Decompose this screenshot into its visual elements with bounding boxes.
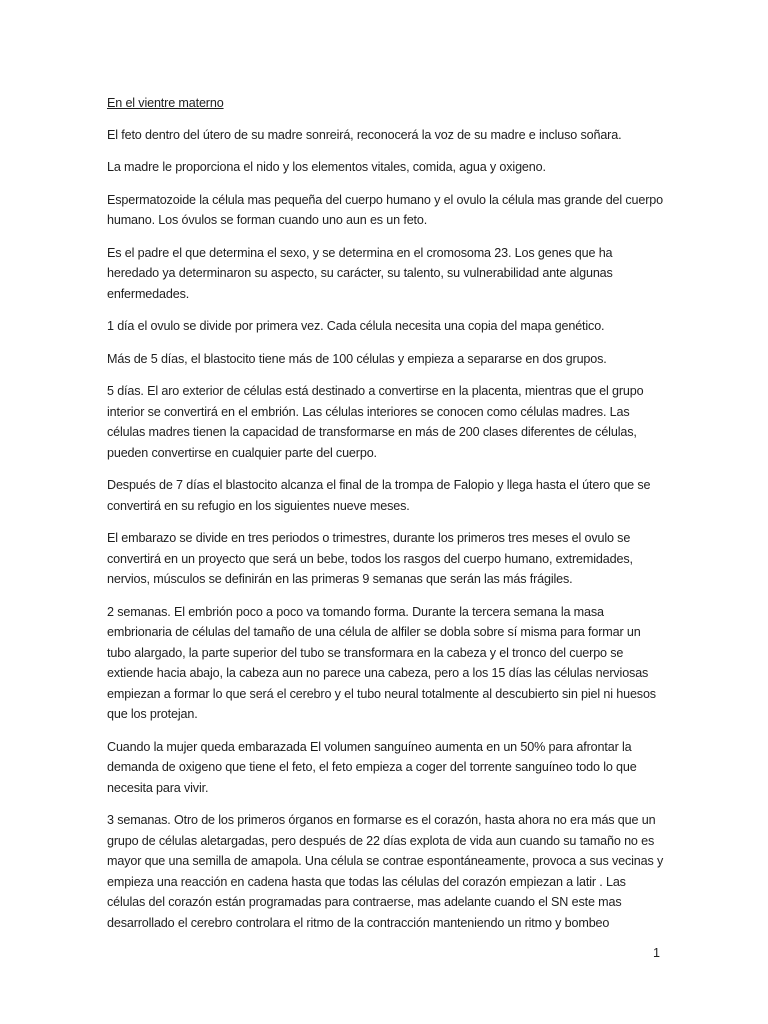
document-body [107,93,665,945]
document-title: En el vientre materno [107,96,224,110]
paragraph-3-weeks: 3 semanas. Otro de los primeros órganos en formarse es el corazón, hasta ahora no era más que un grupo de células aletargadas, pero después de 22 días explota de vida aun cuando su tamaño no es mayor que una semilla de amapola. Una célula se contrae espontáneamente, provoca a sus vecinas y empieza una reacción en cadena hasta que todas las células del corazón empiezan a latir . Las células del corazón están programadas para contraerse, mas adelante cuando el SN este mas desarrollado el cerebro controlara el ritmo de la contracción manteniendo un ritmo y bombeo [107,813,664,930]
page-number: 1 [653,946,661,960]
paragraph-trimesters: El embarazo se divide en tres periodos o trimestres, durante los primeros tres meses el ovulo se convertirá en un proyecto que será un bebe, todos los rasgos del cuerpo humano, extremidades, nervios, músculos se definirán en las primeras 9 semanas que serán las más frágiles. [107,531,633,586]
paragraph-mother-provides: La madre le proporciona el nido y los elementos vitales, comida, agua y oxigeno. [107,160,546,174]
paragraph-day-1: 1 día el ovulo se divide por primera vez. Cada célula necesita una copia del mapa genético. [107,319,605,333]
paragraph-father-sex: Es el padre el que determina el sexo, y se determina en el cromosoma 23. Los genes que ha heredado ya determinaron su aspecto, su carácter, su talento, su vulnerabilidad ante algunas enfermedades. [107,245,613,301]
paragraph-fetus-smiles: El feto dentro del útero de su madre sonreirá, reconocerá la voz de su madre e incluso soñara. [107,127,622,142]
paragraph-5-days: 5 días. El aro exterior de células está destinado a convertirse en la placenta, mientras que el grupo interior se convertirá en el embrión. Las células interiores se conocen como células madres. Las células madres tienen la capacidad de transformarse en más de 200 clases diferentes de células, pueden convertirse en cualquier parte del cuerpo. [107,384,644,460]
paragraph-2-weeks: 2 semanas. El embrión poco a poco va tomando forma. Durante la tercera semana la masa embrionaria de células del tamaño de una célula de alfiler se dobla sobre sí misma para formar un tubo alargado, la parte superior del tubo se transformara en la cabeza y el tronco del cuerpo se extiende hacia abajo, la cabeza aun no parece una cabeza, pero a los 15 días las células nerviosas empiezan a formar lo que será el cerebro y el tubo neural totalmente al descubierto sin piel ni huesos que los protejan. [107,604,656,721]
paragraph-blood-volume: Cuando la mujer queda embarazada El volumen sanguíneo aumenta en un 50% para afrontar la demanda de oxigeno que tiene el feto, el feto empieza a coger del torrente sanguíneo todo lo que necesita para vivir. [107,739,637,795]
paragraph-7-days: Después de 7 días el blastocito alcanza el final de la trompa de Falopio y llega hasta el útero que se convertirá en su refugio en los siguientes nueve meses. [107,478,651,513]
paragraph-sperm-ovum: Espermatozoide la célula mas pequeña del cuerpo humano y el ovulo la célula mas grande del cuerpo humano. Los óvulos se forman cuando uno aun es un feto. [107,192,664,227]
paragraph-over-5-days: Más de 5 días, el blastocito tiene más de 100 células y empieza a separarse en dos grupos. [107,351,607,366]
